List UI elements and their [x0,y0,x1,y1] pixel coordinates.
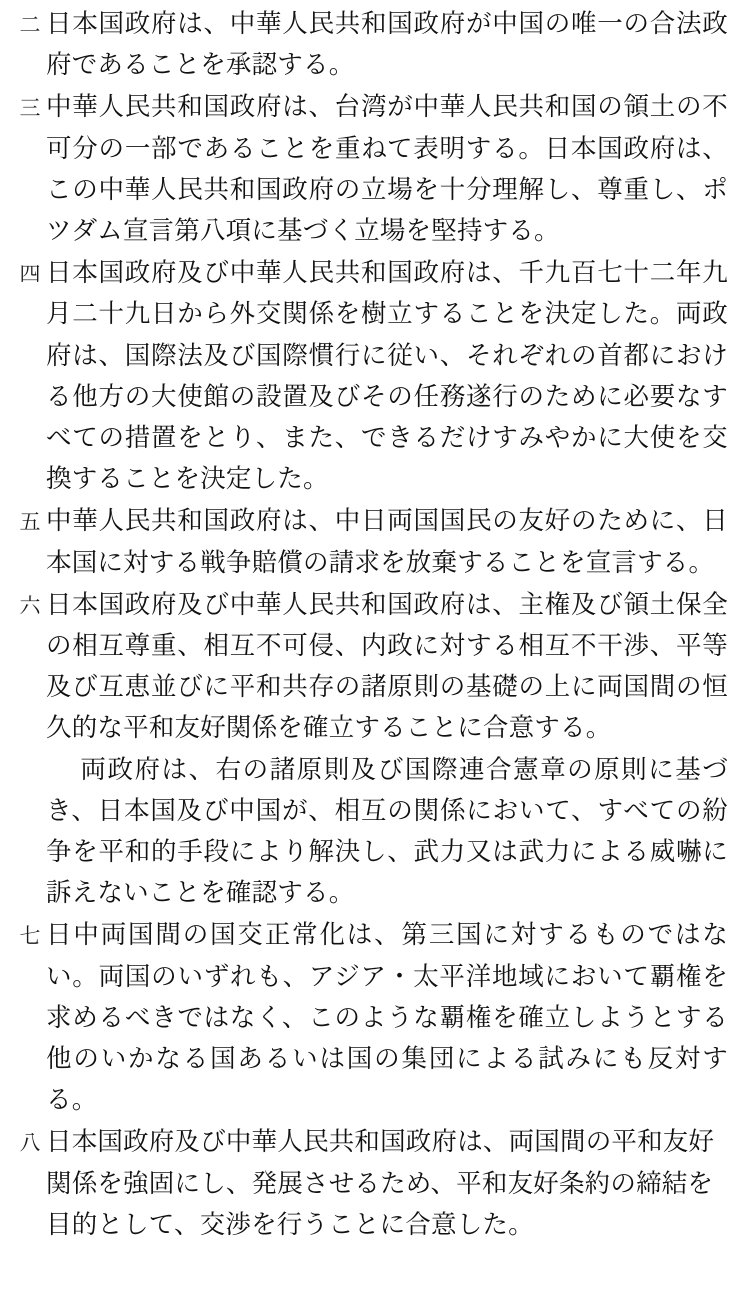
clause-body [46,253,728,500]
clause-number: 二 [19,13,41,37]
clause-number: 五 [19,510,41,535]
clause-body [46,87,728,252]
clause-paragraph: 中華人民共和国政府は、台湾が中華人民共和国の領土の不可分の一部であることを重ねて表明する。日本国政府は、この中華人民共和国政府の立場を十分理解し、尊重し、ポツダム宣言第八項に基づく立場を堅持する。 [46,92,728,247]
clause-paragraph: 日本国政府及び中華人民共和国政府は、主権及び領土保全の相互尊重、相互不可侵、内政に対する相互不干渉、平等及び互恵並びに平和共存の諸原則の基礎の上に両国間の恒久的な平和友好関係を確立することに合意する。 [46,589,728,744]
clause-body [46,915,728,1121]
clause-paragraph: 中華人民共和国政府は、中日両国国民の友好のために、日本国に対する戦争賠償の請求を放棄することを宣言する。 [46,506,728,578]
clause-paragraph: 日本国政府は、中華人民共和国政府が中国の唯一の合法政府であることを承認する。 [46,9,728,81]
clause-paragraph: 両政府は、右の諸原則及び国際連合憲章の原則に基づき、日本国及び中国が、相互の関係において、すべての紛争を平和的手段により解決し、武力又は武力による威嚇に訴えないことを確認する。 [46,754,728,909]
clause-number: 三 [19,96,41,121]
clause-body [46,501,728,583]
clause-paragraph: 日本国政府及び中華人民共和国政府は、両国間の平和友好関係を強固にし、発展させるため、平和友好条約の締結を目的として、交渉を行うことに合意した。 [46,1127,715,1240]
clause-item [14,1122,728,1246]
clause-body [46,4,728,86]
clause-number: 八 [19,1131,41,1156]
clause-item [14,585,728,915]
clause-number: 四 [19,262,41,287]
clause-item [14,915,728,1121]
clause-number: 六 [19,593,41,618]
clause-item [14,87,728,252]
clause-body [46,585,728,915]
clause-body [46,1122,728,1246]
clause-item [14,253,728,500]
clause-paragraph: 日中両国間の国交正常化は、第三国に対するものではない。両国のいずれも、アジア・太平洋地域において覇権を求めるべきではなく、このような覇権を確立しようとする他のいかなる国あるいは国の集団による試みにも反対する。 [46,920,728,1116]
clause-item [14,501,728,583]
clause-paragraph: 日本国政府及び中華人民共和国政府は、千九百七十二年九月二十九日から外交関係を樹立することを決定した。両政府は、国際法及び国際慣行に従い、それぞれの首都における他方の大使館の設置及びその任務遂行のために必要なすべての措置をとり、また、できるだけすみやかに大使を交換することを決定した。 [46,258,728,495]
clause-item [14,4,728,86]
clause-number: 七 [19,924,41,949]
